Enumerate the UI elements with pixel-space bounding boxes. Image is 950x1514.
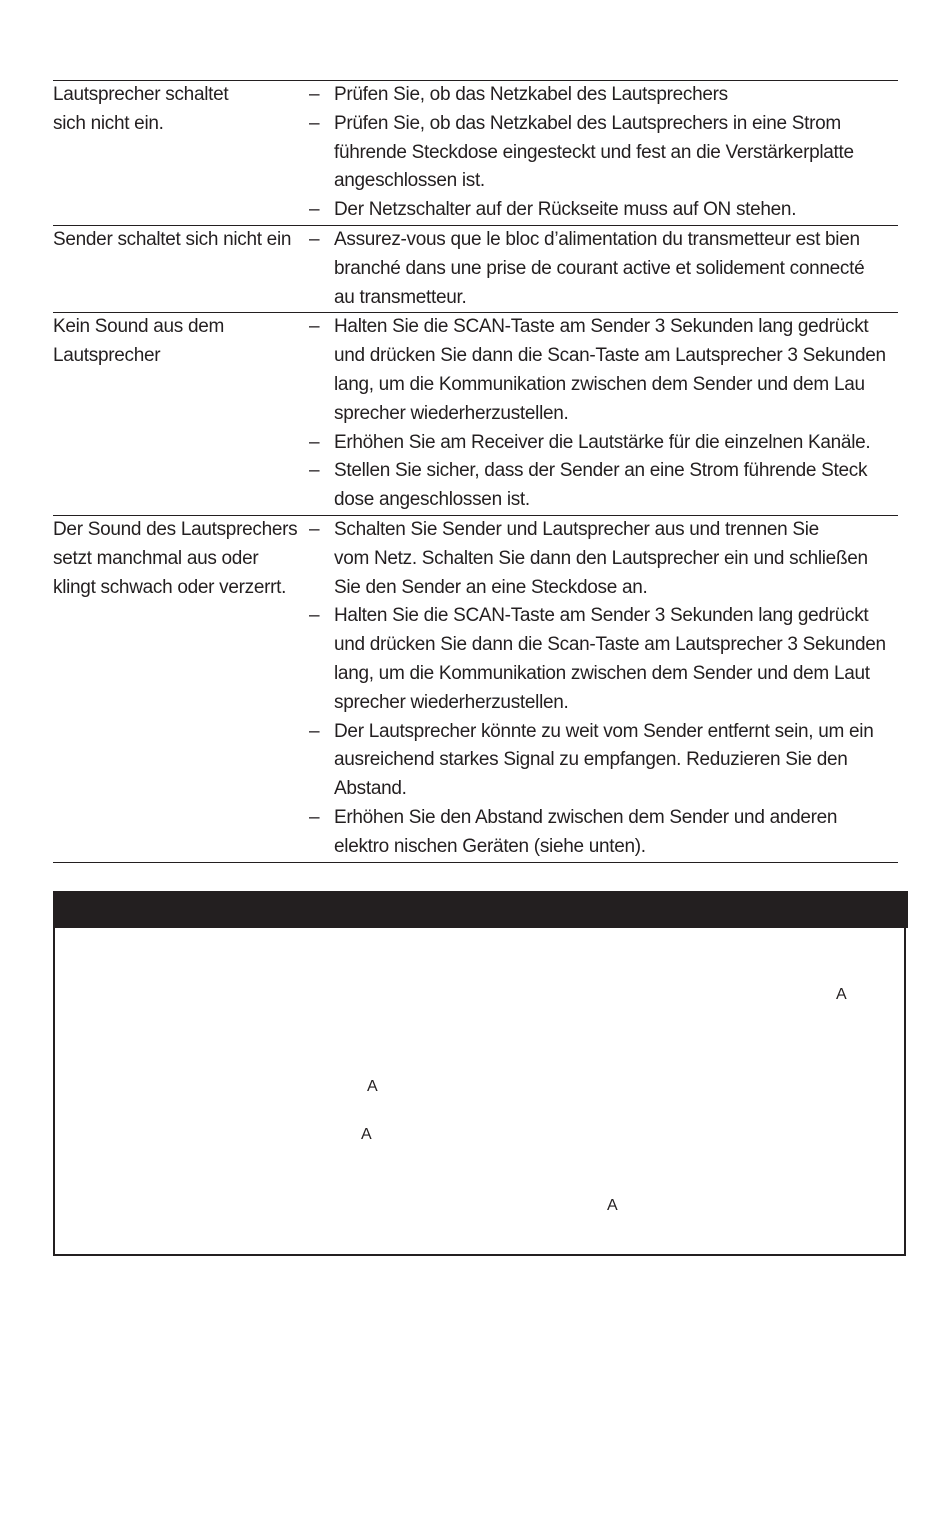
solutions-cell — [309, 226, 898, 312]
solution-item: – Der Netzschalter auf der Rückseite muss auf ON stehen. — [309, 196, 898, 225]
table-row — [53, 516, 898, 862]
dash-icon: – — [309, 806, 320, 828]
problem-cell: Kein Sound aus dem Lautsprecher — [53, 316, 224, 367]
dash-icon: – — [309, 316, 320, 338]
solution-item: – Erhöhen Sie den Abstand zwischen dem Sender und anderen elektro nischen Geräten (siehe unten). — [309, 804, 898, 862]
solution-item: – Stellen Sie sicher, dass der Sender an eine Strom führende Steck dose angeschlossen ist. — [309, 457, 898, 515]
dash-icon: – — [309, 84, 320, 105]
solution-item: – Prüfen Sie, ob das Netzkabel des Lautsprechers — [309, 81, 898, 110]
problem-cell: Sender schaltet sich nicht ein — [53, 228, 292, 250]
solution-item: – Schalten Sie Sender und Lautsprecher aus und trennen Sie vom Netz. Schalten Sie dann den Lautsprecher ein und schließen Sie den Sender an eine Steckdose an. — [309, 516, 898, 602]
dash-icon: – — [309, 228, 320, 250]
solution-item: – Der Lautsprecher könnte zu weit vom Sender entfernt sein, um ein ausreichend starkes Signal zu empfangen. Reduzieren Sie den Abstand. — [309, 718, 898, 804]
problem-cell: Der Sound des Lautsprechers setzt manchmal aus oder klingt schwach oder verzerrt. — [53, 518, 298, 598]
solution-item: – Erhöhen Sie am Receiver die Lautstärke für die einzelnen Kanäle. — [309, 429, 898, 458]
table-row — [53, 226, 898, 313]
dash-icon: – — [309, 460, 320, 482]
solutions-cell — [309, 81, 898, 225]
table-row — [53, 313, 898, 516]
dash-icon: – — [309, 431, 320, 453]
notice-box-header — [53, 891, 908, 928]
dash-icon: – — [309, 605, 320, 627]
solutions-cell — [309, 516, 898, 862]
solution-item: – Halten Sie die SCAN-Taste am Sender 3 Sekunden lang gedrückt und drücken Sie dann die Scan-Taste am Lautsprecher 3 Sekunden lang, um die Kommunikation zwischen dem Sender und dem Laut sprecher wiederherzustellen. — [309, 602, 898, 717]
marker-label: A — [607, 1197, 618, 1214]
marker-label: A — [367, 1078, 378, 1095]
troubleshooting-table — [53, 80, 898, 863]
dash-icon: – — [309, 518, 320, 540]
solution-item: – Assurez-vous que le bloc d’alimentation du transmetteur est bien branché dans une prise de courant active et solidement connecté au transmetteur. — [309, 226, 898, 312]
solution-item: – Halten Sie die SCAN-Taste am Sender 3 Sekunden lang gedrückt und drücken Sie dann die Scan-Taste am Lautsprecher 3 Sekunden lang, um die Kommunikation zwischen dem Sender und dem Lau sprecher wiederherzustellen. — [309, 313, 898, 428]
dash-icon: – — [309, 112, 320, 134]
marker-label: A — [836, 986, 847, 1003]
solutions-cell — [309, 313, 898, 515]
dash-icon: – — [309, 720, 320, 742]
dash-icon: – — [309, 199, 320, 221]
notice-box — [53, 891, 906, 1256]
solution-item: – Prüfen Sie, ob das Netzkabel des Lautsprechers in eine Strom führende Steckdose eingesteckt und fest an die Verstärkerplatte angeschlossen ist. — [309, 110, 898, 196]
problem-cell: Lautsprecher schaltet sich nicht ein. — [53, 84, 229, 134]
table-row — [53, 81, 898, 226]
marker-label: A — [361, 1126, 372, 1143]
